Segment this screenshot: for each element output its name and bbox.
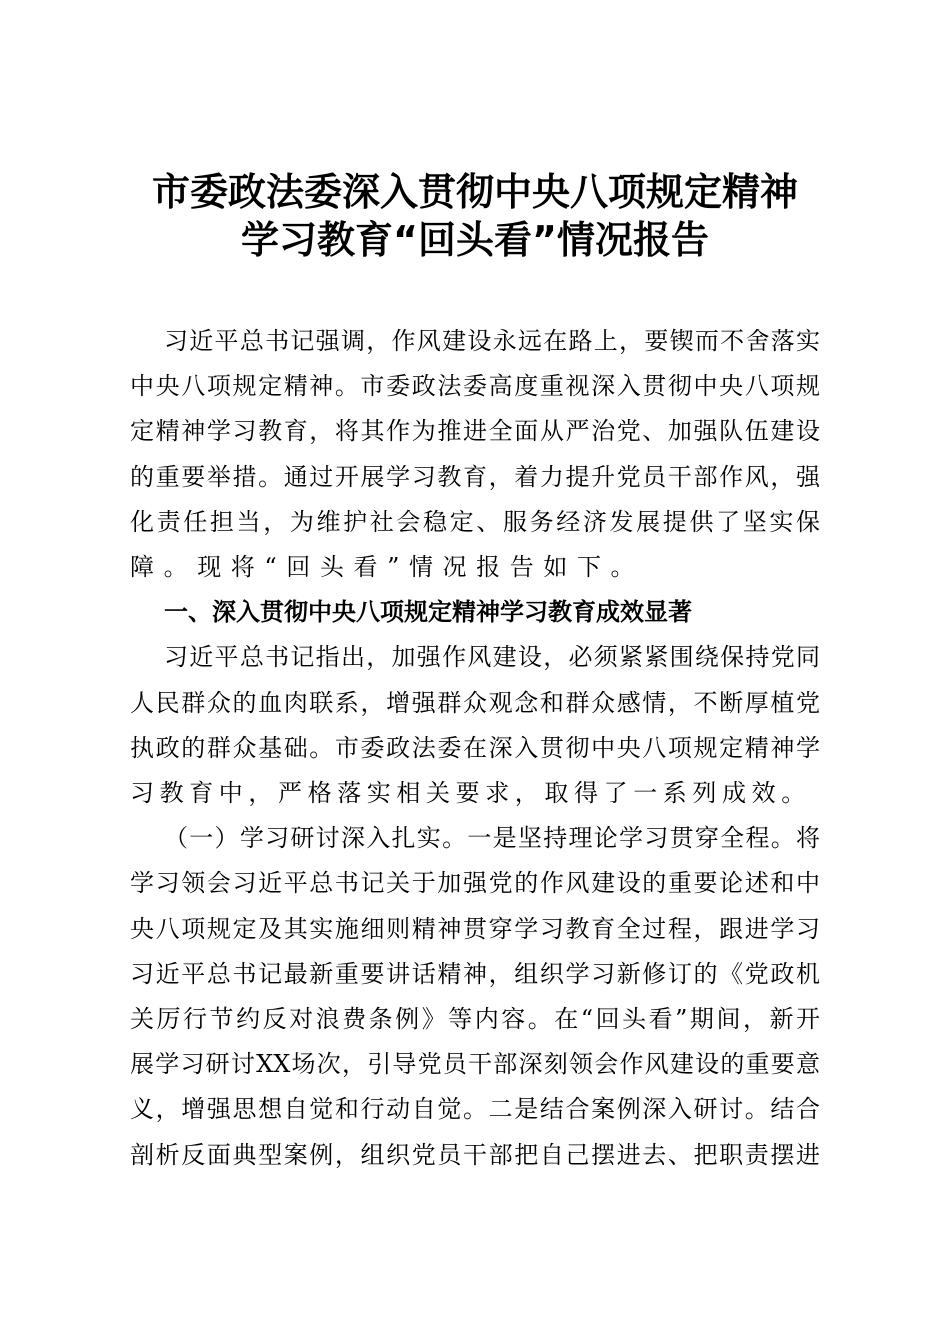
text-line: 的重要举措。通过开展学习教育，着力提升党员干部作风，强: [130, 462, 820, 491]
section-heading: [130, 590, 820, 635]
text-line: 央八项规定及其实施细则精神贯穿学习教育全过程，跟进学习: [130, 914, 820, 943]
paragraph: [130, 816, 820, 1178]
text-line: 定精神学习教育，将其作为推进全面从严治党、加强队伍建设: [130, 417, 820, 446]
text-line: 人民群众的血肉联系，增强群众观念和群众感情，不断厚植党: [130, 688, 820, 717]
text-line: 习近平总书记指出，加强作风建设，必须紧紧围绕保持党同: [164, 643, 820, 672]
paragraph: [130, 635, 820, 816]
text-line: 障。现将“回头看”情况报告如下。: [130, 553, 645, 582]
text-line: 习近平总书记强调，作风建设永远在路上，要锲而不舍落实: [164, 327, 820, 355]
text-line: 义，增强思想自觉和行动自觉。二是结合案例深入研讨。结合: [130, 1095, 820, 1124]
text-line: 执政的群众基础。市委政法委在深入贯彻中央八项规定精神学: [130, 733, 820, 762]
text-line: 中央八项规定精神。市委政法委高度重视深入贯彻中央八项规: [130, 372, 820, 401]
text-line: 一、深入贯彻中央八项规定精神学习教育成效显著: [164, 598, 692, 627]
document-body: [130, 319, 820, 1178]
text-line: 剖析反面典型案例，组织党员干部把自己摆进去、把职责摆进: [130, 1140, 820, 1169]
text-line: 习近平总书记最新重要讲话精神，组织学习新修订的《党政机: [130, 959, 820, 988]
text-line: （一）学习研讨深入扎实。一是坚持理论学习贯穿全程。将: [164, 824, 820, 853]
paragraph: [130, 319, 820, 590]
text-line: 化责任担当，为维护社会稳定、服务经济发展提供了坚实保: [130, 507, 820, 536]
text-line: 展学习研讨XX场次，引导党员干部深刻领会作风建设的重要意: [130, 1050, 820, 1079]
text-line: 关厉行节约反对浪费条例》等内容。在“回头看”期间，新开: [130, 1005, 820, 1034]
title-line-1: 市委政法委深入贯彻中央八项规定精神: [151, 170, 798, 214]
title-line-2: 学习教育“回头看”情况报告: [241, 218, 709, 262]
document-title: [120, 168, 830, 264]
text-line: 习教育中，严格落实相关要求，取得了一系列成效。: [130, 779, 811, 808]
text-line: 学习领会习近平总书记关于加强党的作风建设的重要论述和中: [130, 869, 820, 898]
